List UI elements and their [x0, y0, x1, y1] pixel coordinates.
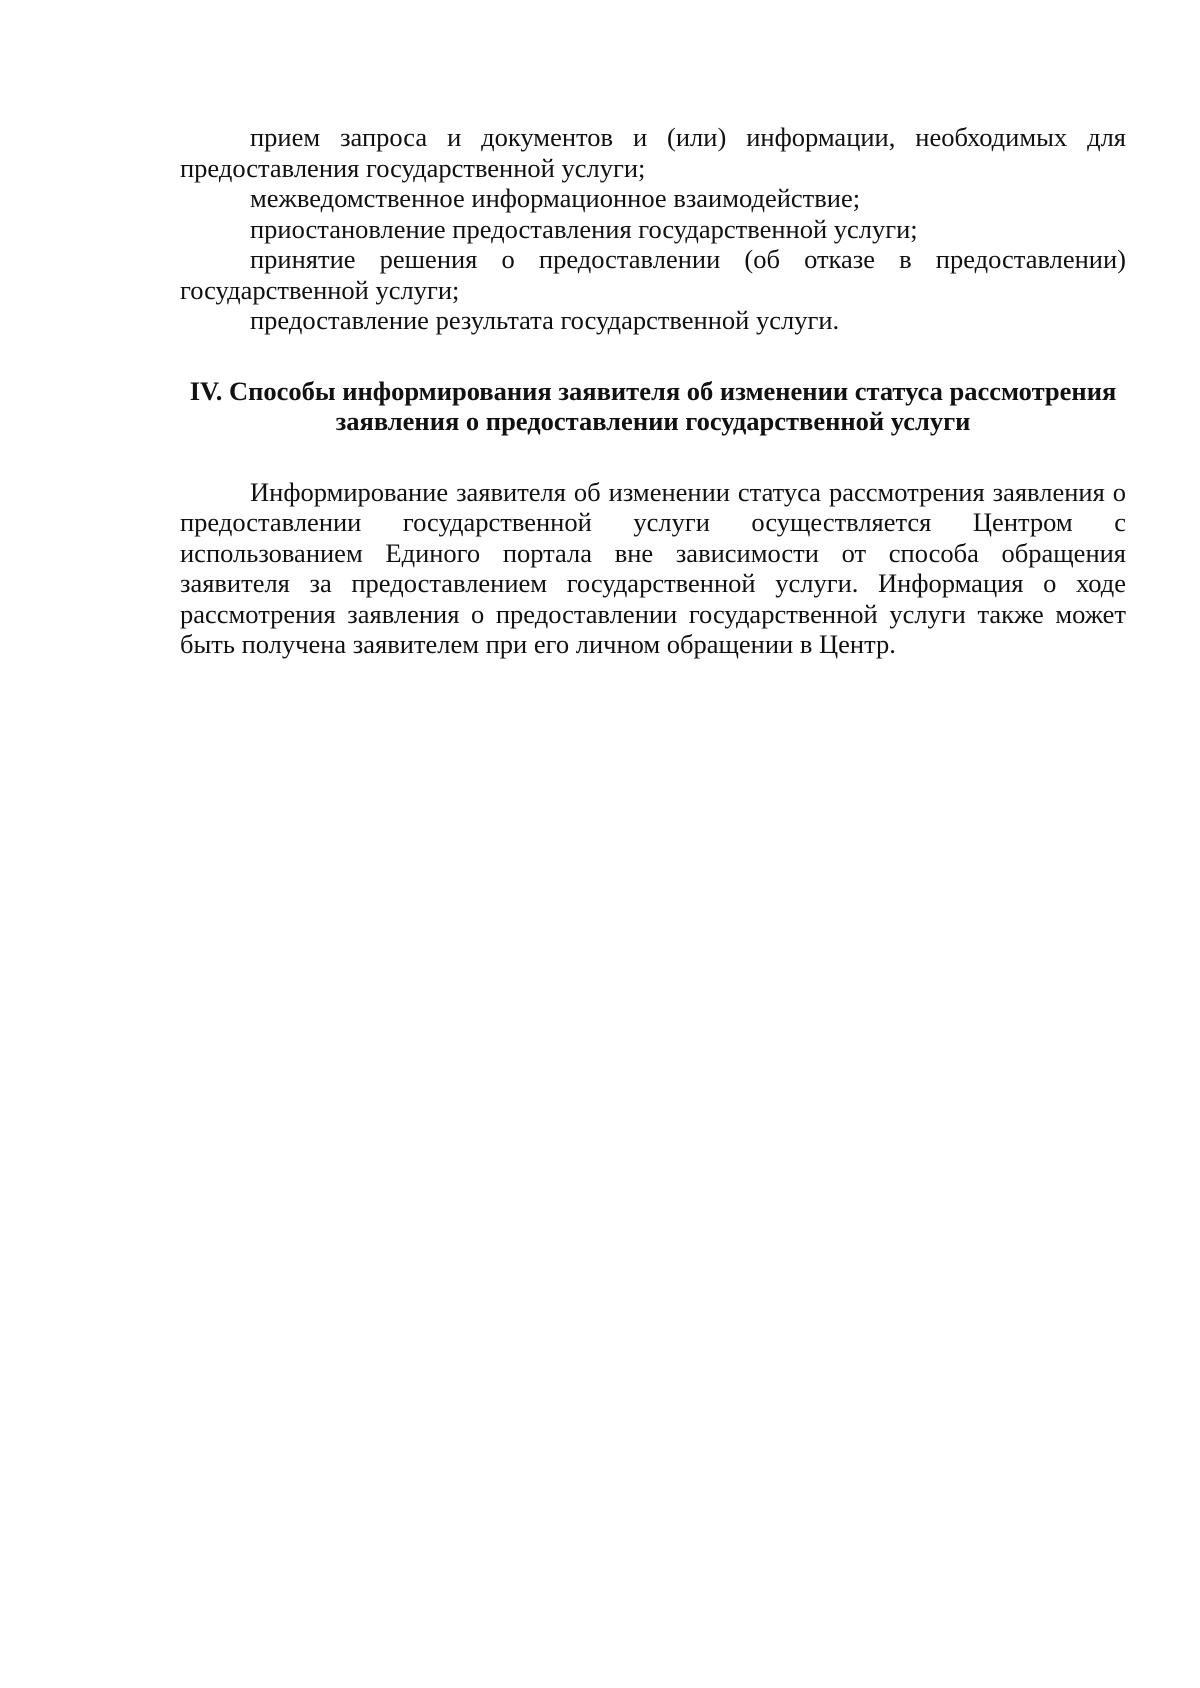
list-item-decision: принятие решения о предоставлении (об отказе в предоставлении) государственной услуги;	[180, 244, 1126, 305]
list-item-interagency-interaction: межведомственное информационное взаимодействие;	[250, 183, 861, 213]
list-item-suspension: приостановление предоставления государственной услуги;	[250, 213, 918, 244]
list-item-request-intake: прием запроса и документов и (или) информации, необходимых для предоставления государственной услуги;	[180, 122, 1126, 183]
section-heading-line-2: заявления о предоставлении государственной услуги	[335, 406, 971, 436]
section-heading	[180, 376, 1126, 437]
document-content	[180, 122, 1126, 660]
section-heading-line-1: IV. Способы информирования заявителя об изменении статуса рассмотрения	[189, 375, 1117, 406]
list-item-result-provision: предоставление результата государственной услуги.	[250, 305, 840, 335]
body-paragraph: Информирование заявителя об изменении статуса рассмотрения заявления о предоставлении государственной услуги осуществляется Центром с использованием Единого портала вне зависимости от способа обращения заявителя за предоставлением государственной услуги. Информация о ходе рассмотрения заявления о предоставлении государственной услуги также может быть получена заявителем при его личном обращении в Центр.	[180, 476, 1126, 659]
